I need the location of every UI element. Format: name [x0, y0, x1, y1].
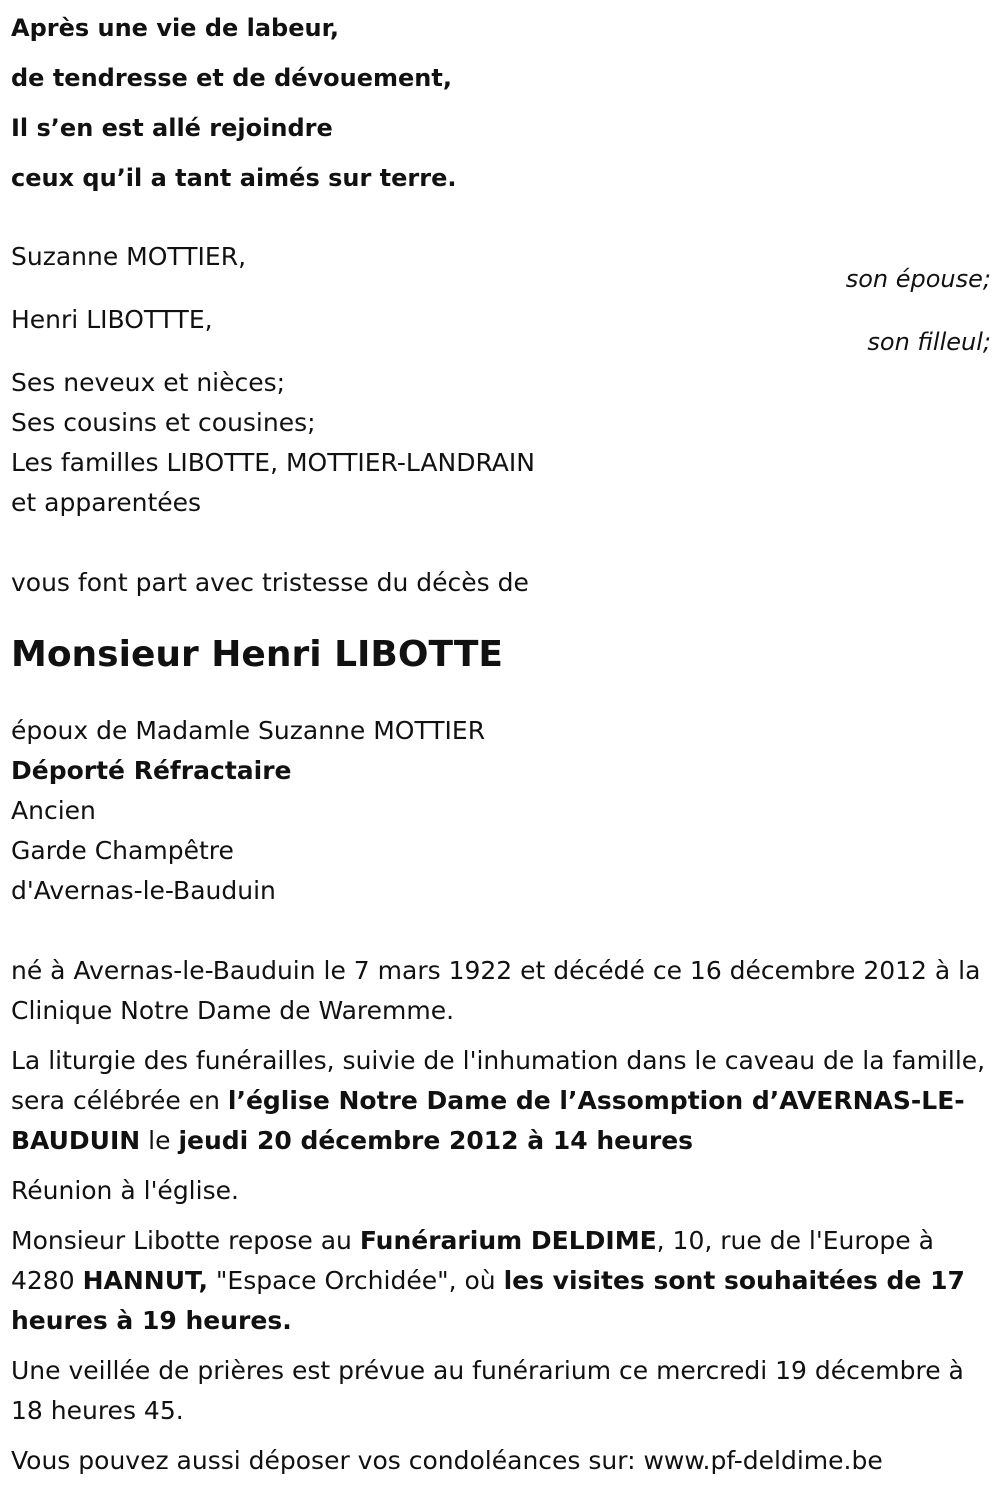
visitation-city: HANNUT, [82, 1266, 208, 1295]
funeral-connector: le [140, 1126, 179, 1155]
poem-line: Après une vie de labeur, [11, 14, 340, 42]
funeral-church: l’église Notre Dame de l’Assomption d’AVERNAS-LE-BAUDUIN [11, 1086, 965, 1155]
family-member [11, 237, 991, 300]
position-line: Garde Champêtre [11, 836, 234, 865]
birth-death-paragraph: né à Avernas-le-Bauduin le 7 mars 1922 et décédé ce 16 décembre 2012 à la Clinique Notre Dame de Waremme. [11, 956, 981, 1025]
relatives-line: Ses neveux et nièces; [11, 368, 286, 397]
visitation-room: "Espace Orchidée", où [207, 1266, 504, 1295]
poem [11, 0, 991, 203]
obituary-page [11, 0, 991, 1491]
family-member-name: Suzanne MOTTIER, [11, 242, 247, 271]
condolences-paragraph: Vous pouvez aussi déposer vos condoléances sur: www.pf-deldime.be [11, 1446, 883, 1475]
funeral-paragraph [11, 1041, 986, 1161]
poem-line: ceux qu’il a tant aimés sur terre. [11, 164, 457, 192]
family-member [11, 300, 991, 363]
family-list [11, 237, 991, 523]
announcement: vous font part avec tristesse du décès de [11, 568, 529, 597]
relatives-line: Ses cousins et cousines; [11, 408, 316, 437]
vigil-paragraph: Une veillée de prières est prévue au funérarium ce mercredi 19 décembre à 18 heures 45. [11, 1356, 964, 1425]
visitation-hours: les visites sont souhaitées de 17 heures à 19 heures. [11, 1266, 965, 1335]
visitation-paragraph [11, 1221, 986, 1341]
family-member-role: son épouse; [845, 265, 991, 293]
funeral-intro: La liturgie des funérailles, suivie de l'inhumation dans le caveau de la famille, sera célébrée en [11, 1046, 986, 1115]
poem-line: Il s’en est allé rejoindre [11, 114, 333, 142]
deceased-name: Monsieur Henri LIBOTTE [11, 634, 503, 675]
relatives-line: et apparentées [11, 488, 202, 517]
spouse-line: époux de Madamle Suzanne MOTTIER [11, 716, 486, 745]
details [11, 951, 991, 1481]
town-line: d'Avernas-le-Bauduin [11, 876, 276, 905]
honor-line: Déporté Réfractaire [11, 756, 292, 785]
relatives-line: Les familles LIBOTTE, MOTTIER-LANDRAIN [11, 448, 535, 477]
funeral-datetime: jeudi 20 décembre 2012 à 14 heures [178, 1126, 694, 1155]
visitation-address: , 10, rue de l'Europe à 4280 [11, 1226, 934, 1295]
family-member-role: son filleul; [867, 328, 991, 356]
family-member-name: Henri LIBOTTTE, [11, 305, 213, 334]
former-line: Ancien [11, 796, 96, 825]
funeral-home-name: Funérarium DELDIME [359, 1226, 657, 1255]
poem-line: de tendresse et de dévouement, [11, 64, 452, 92]
relatives [11, 363, 991, 523]
deceased-titles [11, 711, 991, 911]
visitation-intro: Monsieur Libotte repose au [11, 1226, 360, 1255]
meeting-paragraph: Réunion à l'église. [11, 1176, 239, 1205]
